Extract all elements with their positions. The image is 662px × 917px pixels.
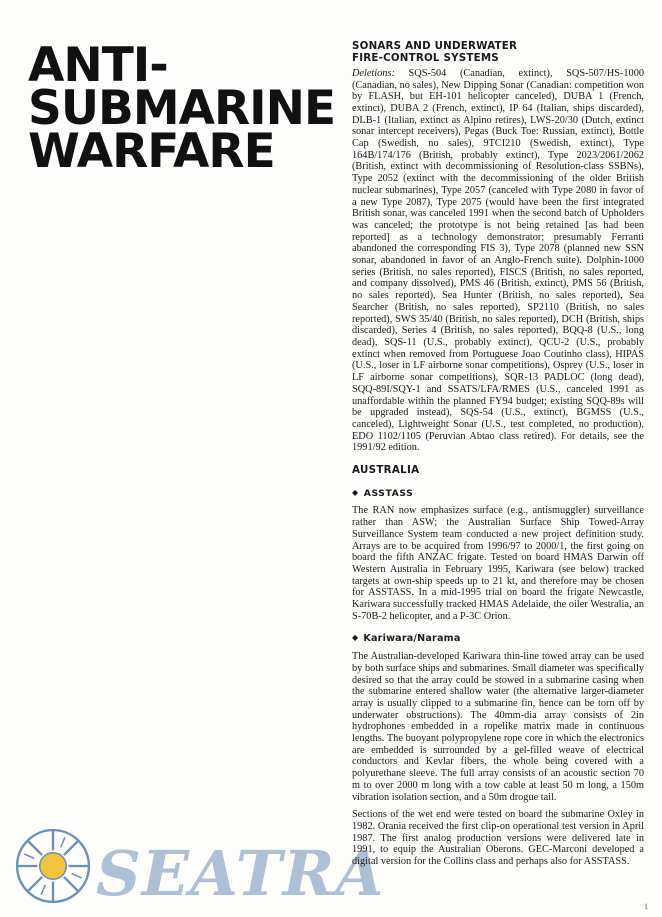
country-heading: AUSTRALIA [352, 464, 420, 477]
watermark-text: SEATRA [96, 837, 385, 910]
section-heading [352, 40, 644, 65]
section-heading-line-2: FIRE-CONTROL SYSTEMS [352, 52, 499, 65]
deletions-text: SQS-504 (Canadian, extinct), SQS-507/HS-1000 (Canadian, no sales), New Dipping Sonar (Canadian: competition won by FLASH, but EH-101 helicopter canceled), DUBA 1 (French, extinct), DUBA 2 (French, extinct), IP 64 (Italian, ships discarded), DLB-1 (Italian, extinct as Alpino retires), LWS-20/30 (Dutch, extinct sonar intercept receivers), Pegas (Buck Toe: Russian, extinct), Bottle Cap (Swedish, no sales), 9TCI210 (Swedish, extinct), Type 164B/174/176 (British, probably extinct), Type 2023/2061/2062 (British, extinct with decommissioning of Resolution-class SSBNs), Type 2052 (extinct with the decommissioning of the older British nuclear submarines), Type 2057 (canceled with Type 2080 in favor of a new Type 2087), Type 2075 (would have been the first integrated British sonar, was canceled 1991 when the second batch of Upholders was canceled; the prototype is not being retained [as had been reported] as a technology demonstrator; presumably Ferranti abandoned the corresponding FIS 3), Type 2078 (planned new SSN sonar, abandoned in favor of an Anglo-French suite). Dolphin-1000 series (British, no sales reported), FISCS (British, no sales reported, and company dissolved), PMS 46 (British, extinct), PMS 56 (British, no sales reported), Sea Hunter (British, no sales reported), Sea Searcher (British, no sales reported), SP2110 (British, no sales reported), SWS 35/40 (British, no sales reported), DCH (British, ships discarded), Series 4 (British, no sales reported), BQQ-8 (U.S., long dead), SQS-11 (U.S., probably extinct), QCU-2 (U.S., probably extinct when removed from Portuguese Joao Coutinho class), HIPAS (U.S., loser in LF airborne sonar competitions), Osprey (U.S., loser in LF airborne sonar competitions), SQR-13 PADLOC (long dead), SQQ-89I/SQY-1 and SSATS/LFA/RMES (U.S., canceled 1991 as unaffordable within the planned FY94 budget; existing SQQ-89s will be upgraded instead), SQS-54 (U.S., extinct), BGMSS (U.S., canceled), Lightweight Sonar (U.S., test completed, no production), EDO 1102/1105 (Peruvian Abtao class retired). For details, see the 1991/92 edition. [352, 67, 644, 454]
chapter-title-line-1: ANTI- [28, 38, 168, 93]
entry-paragraph: The RAN now emphasizes surface (e.g., antismuggler) surveillance rather than ASW; the Australian Surface Ship Towed-Array Surveillance System team conducted a new project definition study. Arrays are to be acquired from 1996/97 to 2000/1, the first going on board the fifth ANZAC frigate. Tested on board HMAS Darwin off Western Australia in February 1995, Kariwara (see below) tracked targets at own-ship speeds up to 21 kt, and therefore may be chosen for ASSTASS. In a mid-1995 trial on board the frigate Newcastle, Kariwara successfully tracked HMAS Adelaide, the oiler Westralia, an S-70B-2 helicopter, and a P-3C Orion. [352, 505, 644, 622]
deletions-paragraph [352, 68, 644, 454]
entry-paragraph: The Australian-developed Kariwara thin-line towed array can be used by both surface ships and submarines. Small diameter was specifically desired so that the array could be stowed in a submarine casing when the submarine entered shallow water (the alternative larger-diameter array is usually clipped to a submarine fin, hence can be torn off by underwater obstructions). The 40mm-dia array consists of 2in hydrophones embedded in a ropelike matrix made in continuous lengths. The buoyant polypropylene rope core in which the electronics are embedded is surrounded by a gel-filled weave of electrical conductors and Kevlar fibers, the whole being covered with a polyurethane sleeve. The full array consists of an acoustic section 70 m to over 2000 m long with a tow cable at least 50 m long, a 150m vibration isolation section, and a 50m drogue tail. [352, 651, 644, 803]
section-heading-line-1: SONARS AND UNDERWATER [352, 40, 518, 52]
diamond-bullet-icon: ◆ [352, 487, 359, 497]
deletions-label: Deletions: [352, 67, 395, 79]
chapter-title-line-3: WARFARE [28, 124, 275, 180]
entry-title: ASSTASS [363, 487, 414, 499]
entry-paragraph: Sections of the wet end were tested on board the submarine Oxley in 1982. Orania received the first clip-on operational test version in April 1987. The first analog production versions were delivered late in 1991, to equip the Australian Oberons. GEC-Marconi developed a digital version for the Collins class and perhaps also for ASSTASS. [352, 809, 644, 868]
diamond-bullet-icon: ◆ [352, 633, 359, 643]
entry-heading-asstass [352, 487, 644, 500]
chapter-title [28, 38, 336, 180]
chapter-title-line-2: SUBMARINE [28, 81, 336, 137]
page-number: 1 [644, 902, 648, 911]
entry-title: Kariwara/Narama [363, 633, 461, 645]
right-column [352, 40, 644, 906]
entry-heading-kariwara [352, 632, 644, 645]
